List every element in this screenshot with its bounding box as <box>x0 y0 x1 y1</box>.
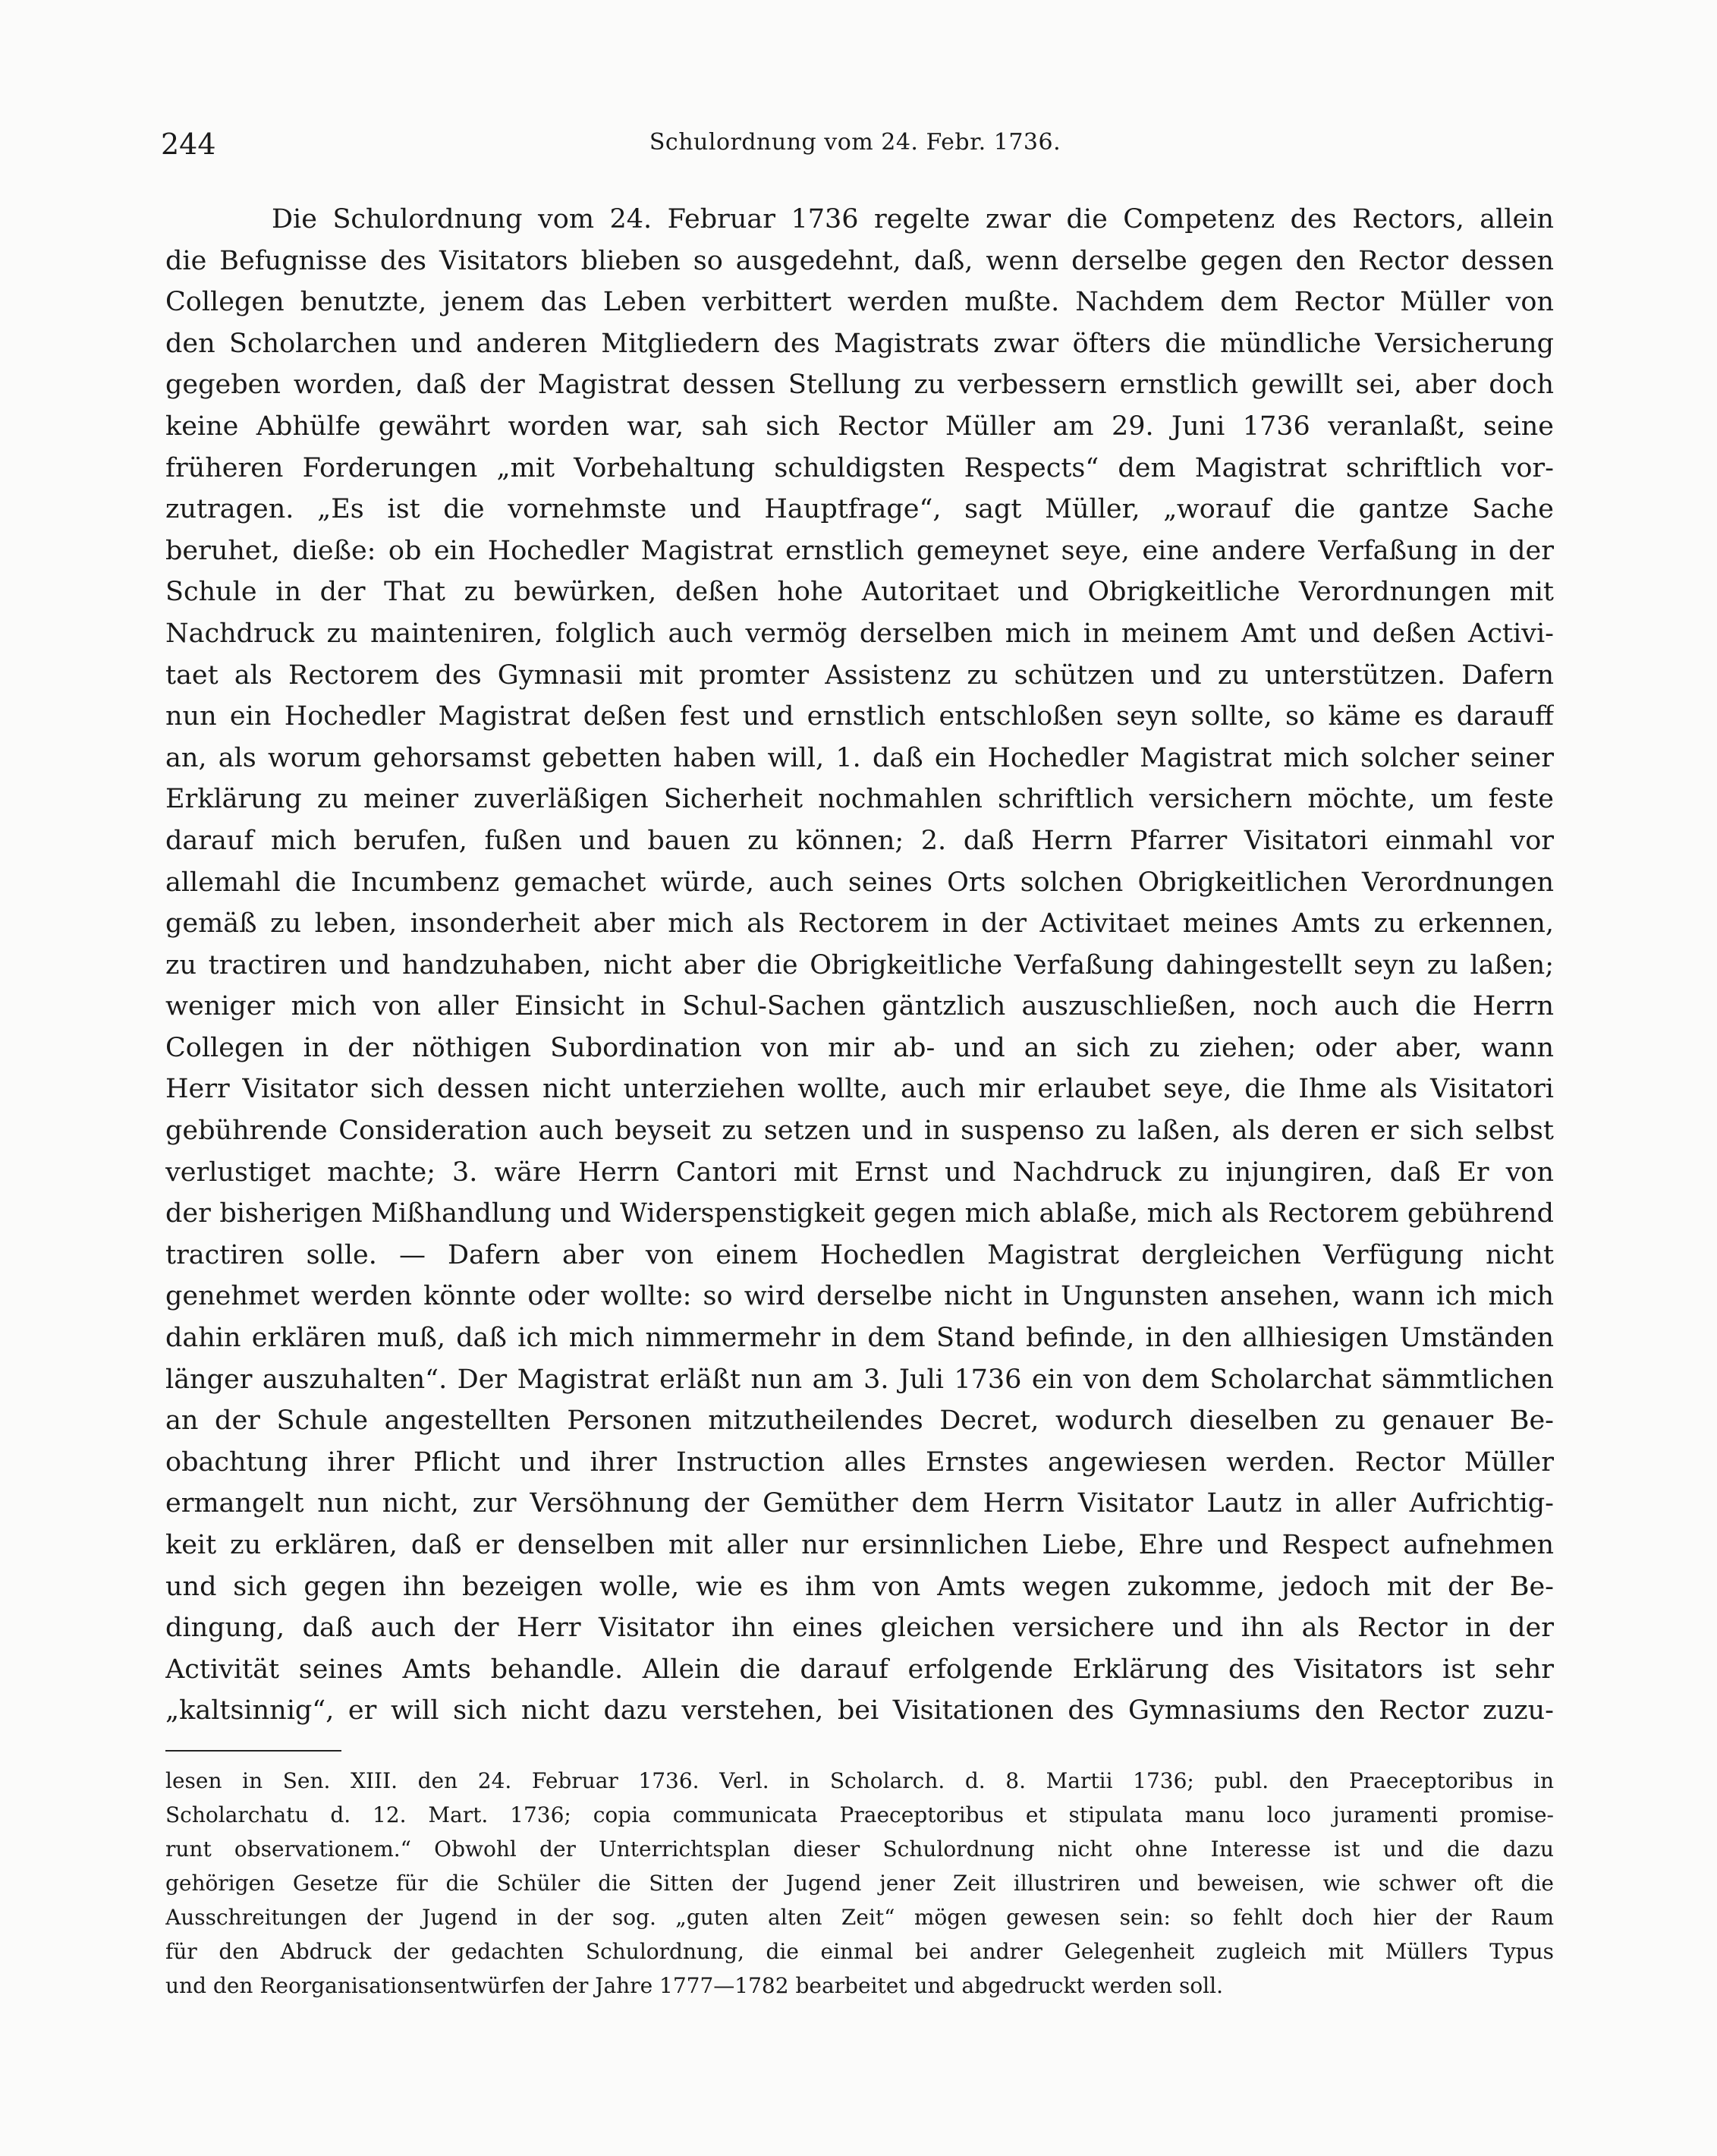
text-line: früheren Forderungen „mit Vorbehaltung schuldigsten Respects“ dem Magistrat schriftlich vor- <box>165 452 1554 483</box>
running-title: Schulordnung vom 24. Febr. 1736. <box>649 129 1061 156</box>
footnote-line: und den Reorganisationsentwürfen der Jahre 1777—1782 bearbeitet und abgedruckt werden soll. <box>165 1973 1223 1998</box>
main-text <box>165 199 1554 1732</box>
text-line: der bisherigen Mißhandlung und Widerspenstigkeit gegen mich ablaße, mich als Rectorem gebührend <box>165 1198 1554 1229</box>
text-line: gegeben worden, daß der Magistrat dessen Stellung zu verbessern ernstlich gewillt sei, aber doch <box>165 370 1554 401</box>
text-line: und sich gegen ihn bezeigen wolle, wie es ihm von Amts wegen zukomme, jedoch mit der Be- <box>165 1571 1554 1602</box>
page-number: 244 <box>161 127 216 161</box>
text-line: gebührende Consideration auch beyseit zu setzen und in suspenso zu laßen, als deren er sich selbst <box>165 1116 1554 1147</box>
text-line: beruhet, dieße: ob ein Hochedler Magistrat ernstlich gemeynet seye, eine andere Verfaßung in der <box>165 535 1554 566</box>
text-line: an der Schule angestellten Personen mitzutheilendes Decret, wodurch dieselben zu genauer Be- <box>165 1405 1554 1437</box>
text-line: dahin erklären muß, daß ich mich nimmermehr in dem Stand befinde, in den allhiesigen Umständen <box>165 1323 1554 1354</box>
text-line: Die Schulordnung vom 24. Februar 1736 regelte zwar die Competenz des Rectors, allein <box>272 204 1554 234</box>
footnote-line: Ausschreitungen der Jugend in der sog. „guten alten Zeit“ mögen gewesen sein: so fehlt doch hier der Raum <box>165 1905 1554 1930</box>
page-header <box>161 127 1549 165</box>
text-line: dingung, daß auch der Herr Visitator ihn eines gleichen versichere und ihn als Rector in der <box>165 1613 1554 1644</box>
text-line: den Scholarchen und anderen Mitgliedern des Magistrats zwar öfters die mündliche Versicherung <box>165 328 1554 359</box>
text-line: Activität seines Amts behandle. Allein die darauf erfolgende Erklärung des Visitators ist sehr <box>165 1654 1554 1685</box>
text-line: darauf mich berufen, fußen und bauen zu können; 2. daß Herrn Pfarrer Visitatori einmahl vor <box>165 825 1554 856</box>
text-line: zutragen. „Es ist die vornehmste und Hauptfrage“, sagt Müller, „worauf die gantze Sache <box>165 494 1554 525</box>
text-line: obachtung ihrer Pflicht und ihrer Instruction alles Ernstes angewiesen werden. Rector Müller <box>165 1446 1554 1478</box>
text-line: Nachdruck zu mainteniren, folglich auch vermög derselben mich in meinem Amt und deßen Activi- <box>165 618 1554 649</box>
footnote-line: Scholarchatu d. 12. Mart. 1736; copia communicata Praeceptoribus et stipulata manu loco juramenti promise- <box>165 1802 1554 1827</box>
text-line: Collegen in der nöthigen Subordination von mir ab- und an sich zu ziehen; oder aber, wann <box>165 1032 1554 1063</box>
text-line: gemäß zu leben, insonderheit aber mich als Rectorem in der Activitaet meines Amts zu erkennen, <box>165 908 1554 940</box>
text-line: nun ein Hochedler Magistrat deßen fest und ernstlich entschloßen seyn sollte, so käme es darauff <box>165 701 1554 732</box>
text-line: an, als worum gehorsamst gebetten haben will, 1. daß ein Hochedler Magistrat mich solcher seiner <box>165 742 1554 773</box>
footnote-separator <box>165 1750 341 1752</box>
text-line: weniger mich von aller Einsicht in Schul-Sachen gäntzlich auszuschließen, noch auch die Herrn <box>165 991 1554 1022</box>
text-line: tractiren solle. — Dafern aber von einem Hochedlen Magistrat dergleichen Verfügung nicht <box>165 1239 1554 1270</box>
text-line: Erklärung zu meiner zuverläßigen Sicherheit nochmahlen schriftlich versichern möchte, um feste <box>165 784 1554 815</box>
text-line: Herr Visitator sich dessen nicht unterziehen wollte, auch mir erlaubet seye, die Ihme als Visitatori <box>165 1074 1554 1105</box>
footnote-line: für den Abdruck der gedachten Schulordnung, die einmal bei andrer Gelegenheit zugleich mit Müllers Typus <box>165 1939 1554 1964</box>
text-line: zu tractiren und handzuhaben, nicht aber die Obrigkeitliche Verfaßung dahingestellt seyn zu laßen; <box>165 949 1554 980</box>
footnotes <box>165 1764 1554 2003</box>
text-line: „kaltsinnig“, er will sich nicht dazu verstehen, bei Visitationen des Gymnasiums den Rector zuzu- <box>165 1695 1554 1726</box>
text-line: ermangelt nun nicht, zur Versöhnung der Gemüther dem Herrn Visitator Lautz in aller Aufrichtig- <box>165 1488 1554 1519</box>
text-line: taet als Rectorem des Gymnasii mit promter Assistenz zu schützen und zu unterstützen. Dafern <box>165 659 1554 691</box>
text-line: länger auszuhalten“. Der Magistrat erläßt nun am 3. Juli 1736 ein von dem Scholarchat sämmtlichen <box>165 1364 1554 1395</box>
footnote-line: gehörigen Gesetze für die Schüler die Sitten der Jugend jener Zeit illustriren und beweisen, wie schwer oft die <box>165 1871 1554 1896</box>
text-line: die Befugnisse des Visitators blieben so ausgedehnt, daß, wenn derselbe gegen den Rector dessen <box>165 245 1554 276</box>
text-line: Collegen benutzte, jenem das Leben verbittert werden mußte. Nachdem dem Rector Müller von <box>165 287 1554 318</box>
footnote-line: runt observationem.“ Obwohl der Unterrichtsplan dieser Schulordnung nicht ohne Interesse ist und die dazu <box>165 1837 1554 1862</box>
text-line: verlustiget machte; 3. wäre Herrn Cantori mit Ernst und Nachdruck zu injungiren, daß Er von <box>165 1157 1554 1188</box>
text-line: Schule in der That zu bewürken, deßen hohe Autoritaet und Obrigkeitliche Verordnungen mit <box>165 577 1554 608</box>
text-line: genehmet werden könnte oder wollte: so wird derselbe nicht in Ungunsten ansehen, wann ich mich <box>165 1281 1554 1312</box>
text-line: keine Abhülfe gewährt worden war, sah sich Rector Müller am 29. Juni 1736 veranlaßt, seine <box>165 411 1554 442</box>
text-line: allemahl die Incumbenz gemachet würde, auch seines Orts solchen Obrigkeitlichen Verordnungen <box>165 867 1554 898</box>
footnote-line: lesen in Sen. XIII. den 24. Februar 1736. Verl. in Scholarch. d. 8. Martii 1736; publ. den Praeceptoribus in <box>165 1768 1554 1793</box>
text-line: keit zu erklären, daß er denselben mit aller nur ersinnlichen Liebe, Ehre und Respect aufnehmen <box>165 1530 1554 1560</box>
